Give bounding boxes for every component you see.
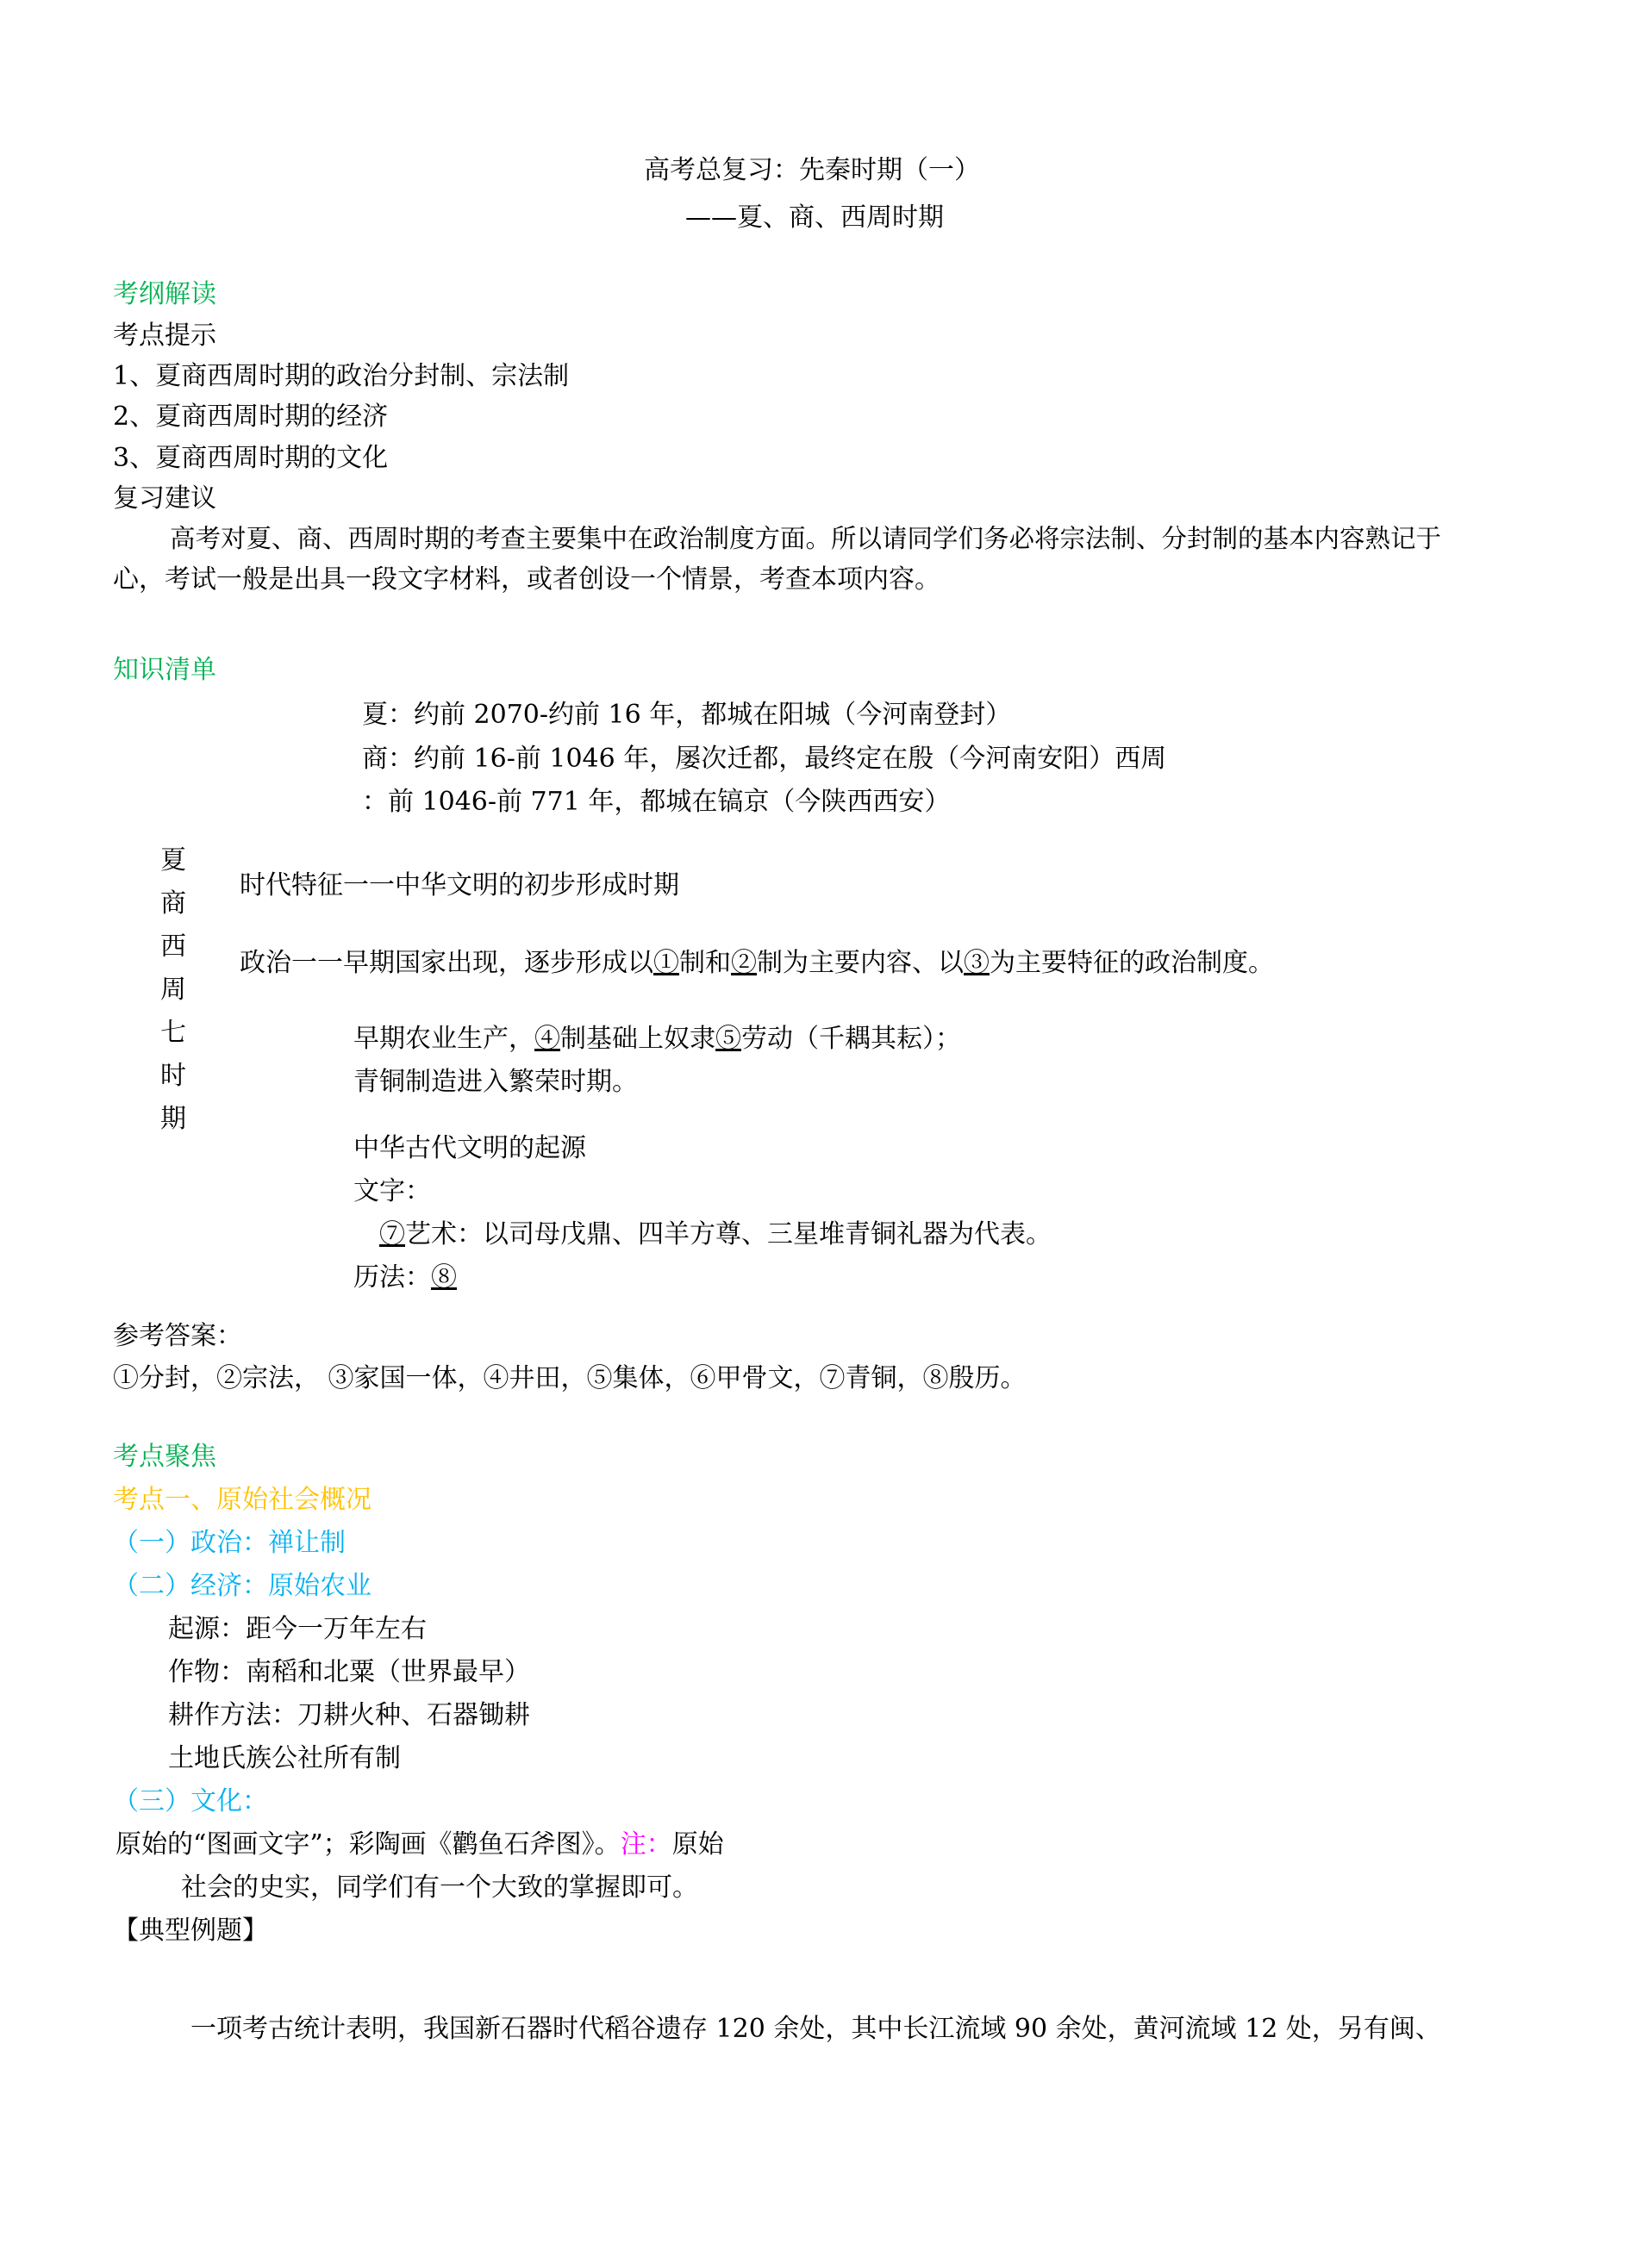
note-label: 注：	[620, 1829, 672, 1860]
economy-text: 劳动（千耦其耘）；	[741, 1024, 961, 1054]
answers-text: ①分封，②宗法， ③家国一体，④井田，⑤集体，⑥甲骨文，⑦青铜，⑧殷历。	[113, 1363, 1027, 1393]
advice-text: 高考对夏、商、西周时期的考查主要集中在政治制度方面。所以请同学们务必将宗法制、分封制的基本内容熟记于	[170, 524, 1442, 553]
blank-marker: ①	[653, 948, 679, 978]
outline-heading: 考纲解读	[113, 279, 216, 309]
advice-text: 心，考试一般是出具一段文字材料，或者创设一个情景，考查本项内容。	[113, 564, 940, 595]
economy-line: 青铜制造进入繁荣时期。	[353, 1067, 638, 1097]
points-title: 考点提示	[113, 321, 216, 351]
list-item: 3、夏商西周时期的文化	[113, 443, 389, 473]
dynasty-line: 夏：约前 2070-约前 16 年，都城在阳城（今河南登封）	[362, 700, 1012, 730]
economy-line	[353, 1026, 961, 1052]
note-text: 社会的史实，同学们有一个大致的掌握即可。	[181, 1872, 698, 1903]
blank-marker: ③	[964, 948, 990, 978]
list-item: 1、夏商西周时期的政治分封制、宗法制	[113, 361, 570, 391]
vertical-char: 周	[160, 975, 186, 1005]
section-politics: （一）政治：禅让制	[113, 1528, 346, 1558]
culture-writing: 文字：	[353, 1176, 431, 1206]
politics-text: 制为主要内容、以	[757, 948, 964, 978]
politics-text: 政治一一早期国家出现，逐步形成以	[240, 948, 653, 978]
blank-marker: ④	[534, 1024, 560, 1054]
politics-text: 为主要特征的政治制度。	[990, 948, 1274, 978]
section-economy: （二）经济：原始农业	[113, 1571, 372, 1601]
section-culture: （三）文化：	[113, 1786, 268, 1816]
economy-text: 制基础上奴隶	[560, 1024, 715, 1054]
blank-marker: ⑧	[431, 1262, 457, 1293]
politics-line	[240, 950, 1274, 976]
vertical-char: 夏	[160, 845, 186, 875]
vertical-char: 商	[160, 888, 186, 919]
example-text: 一项考古统计表明，我国新石器时代稻谷遗存 120 余处，其中长江流域 90 余处，黄河流域 12 处，另有闽、	[190, 2014, 1441, 2044]
list-item: 耕作方法：刀耕火种、石器锄耕	[168, 1700, 530, 1730]
focus-point-title: 考点一、原始社会概况	[113, 1485, 372, 1515]
page-title: 高考总复习：先秦时期（一）	[644, 155, 980, 185]
culture-calendar	[353, 1262, 457, 1293]
culture-line	[116, 1829, 724, 1860]
vertical-char: 期	[160, 1104, 186, 1134]
dynasty-line: ：前 1046-前 771 年，都城在镐京（今陕西西安）	[362, 787, 951, 817]
era-feature: 时代特征一一中华文明的初步形成时期	[240, 870, 679, 900]
culture-origin: 中华古代文明的起源	[353, 1133, 586, 1163]
dynasty-line: 商：约前 16-前 1046 年，屡次迁都，最终定在殷（今河南安阳）西周	[362, 744, 1167, 774]
culture-art-text: 艺术：以司母戊鼎、四羊方尊、三星堆青铜礼器为代表。	[405, 1219, 1052, 1249]
politics-text: 制和	[679, 948, 731, 978]
culture-text: 原始的“图画文字”；彩陶画《鹳鱼石斧图》。	[116, 1829, 621, 1860]
blank-marker: ⑦	[379, 1219, 405, 1249]
note-text: 原始	[671, 1829, 724, 1860]
focus-heading: 考点聚焦	[113, 1442, 216, 1472]
vertical-char: 西	[160, 932, 186, 962]
blank-marker: ⑤	[715, 1024, 741, 1054]
economy-text: 早期农业生产，	[353, 1024, 534, 1054]
blank-marker: ②	[731, 948, 757, 978]
example-title: 【典型例题】	[113, 1916, 268, 1946]
list-item: 作物：南稻和北粟（世界最早）	[168, 1657, 530, 1687]
culture-art	[379, 1219, 1052, 1249]
list-item: 2、夏商西周时期的经济	[113, 402, 389, 432]
list-item: 起源：距今一万年左右	[168, 1614, 427, 1644]
list-item: 土地氏族公社所有制	[168, 1743, 401, 1773]
knowledge-heading: 知识清单	[113, 655, 216, 685]
page-subtitle: ——夏、商、西周时期	[685, 202, 944, 233]
advice-title: 复习建议	[113, 483, 216, 514]
calendar-text: 历法：	[353, 1262, 431, 1293]
vertical-char: 七	[160, 1018, 186, 1048]
answers-title: 参考答案：	[113, 1321, 242, 1351]
vertical-char: 时	[160, 1061, 186, 1091]
